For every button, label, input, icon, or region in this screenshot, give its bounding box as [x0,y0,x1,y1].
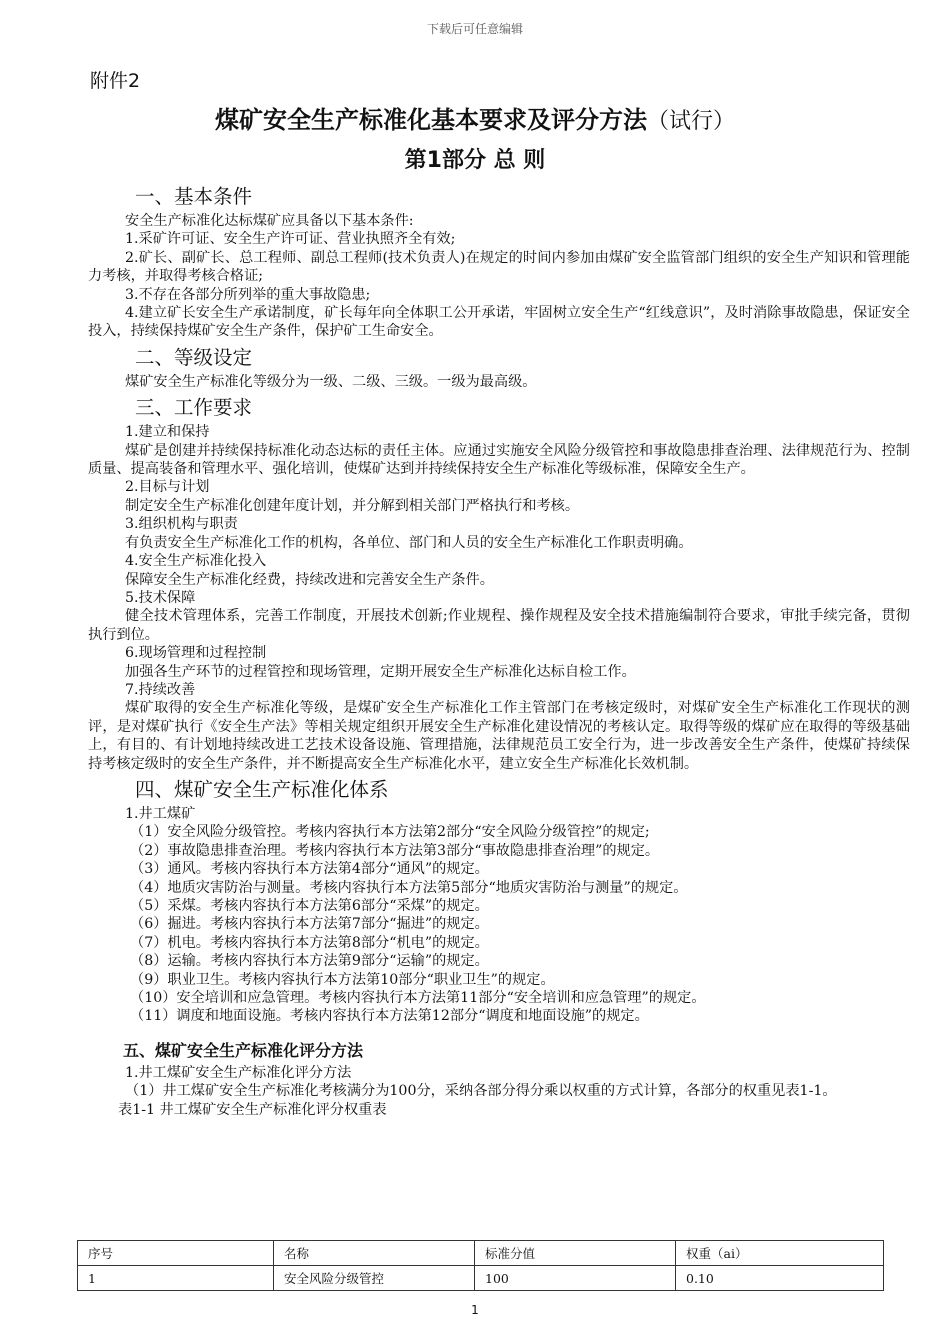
paragraph: （1）井工煤矿安全生产标准化考核满分为100分，采纳各部分得分乘以权重的方式计算，各部分的权重见表1-1。 [125,1083,837,1100]
item-label: 1.井工煤矿 [125,805,196,822]
section-heading: 五、煤矿安全生产标准化评分方法 [123,1040,364,1060]
item-label: 6.现场管理和过程控制 [125,645,267,662]
document-body [88,180,910,1119]
list-item: 2.矿长、副矿长、总工程师、副总工程师(技术负责人)在规定的时间内参加由煤矿安全监管部门组织的安全生产知识和管理能力考核，并取得考核合格证; [88,249,910,285]
item-label: 2.目标与计划 [125,479,210,496]
section-heading: 二、等级设定 [135,345,253,369]
section-heading: 三、工作要求 [135,396,253,420]
item-label: 7.持续改善 [125,681,196,698]
list-item: （2）事故隐患排查治理。考核内容执行本方法第3部分“事故隐患排查治理”的规定。 [130,842,660,859]
paragraph: 安全生产标准化达标煤矿应具备以下基本条件: [125,213,414,229]
column-header: 标准分值 [475,1241,676,1266]
weight-table [77,1240,884,1291]
item-label: 1.井工煤矿安全生产标准化评分方法 [125,1064,352,1081]
paragraph: 制定安全生产标准化创建年度计划，并分解到相关部门严格执行和考核。 [125,497,580,514]
title-main: 煤矿安全生产标准化基本要求及评分方法 [214,106,647,134]
paragraph: 加强各生产环节的过程管控和现场管理，定期开展安全生产标准化达标自检工作。 [125,663,636,680]
item-label: 3.组织机构与职责 [125,516,238,533]
paragraph: 煤矿是创建并持续保持标准化动态达标的责任主体。应通过实施安全风险分级管控和事故隐患排查治理、法律规范行为、控制质量、提高装备和管理水平、强化培训，使煤矿达到并持续保持安全生产标准化等级标准，保障安全生产。 [88,442,910,478]
column-header: 序号 [78,1241,274,1266]
table-caption: 表1-1 井工煤矿安全生产标准化评分权重表 [118,1101,387,1118]
paragraph: 煤矿安全生产标准化等级分为一级、二级、三级。一级为最高级。 [125,373,537,390]
table-cell: 100 [475,1266,676,1291]
attachment-label: 附件2 [90,70,141,92]
title-paren: （试行） [646,109,735,134]
list-item: （4）地质灾害防治与测量。考核内容执行本方法第5部分“地质灾害防治与测量”的规定。 [130,879,688,896]
item-label: 4.安全生产标准化投入 [125,553,267,570]
list-item: （5）采煤。考核内容执行本方法第6部分“采煤”的规定。 [130,898,489,914]
table-cell: 0.10 [676,1266,884,1291]
page-number: 1 [471,1303,479,1317]
list-item: （3）通风。考核内容执行本方法第4部分“通风”的规定。 [130,861,489,878]
list-item: （9）职业卫生。考核内容执行本方法第10部分“职业卫生”的规定。 [130,971,555,988]
column-header: 权重（ai） [676,1241,884,1266]
list-item: 1.采矿许可证、安全生产许可证、营业执照齐全有效; [125,231,456,248]
paragraph: 健全技术管理体系，完善工作制度，开展技术创新;作业规程、操作规程及安全技术措施编制符合要求，审批手续完备，贯彻执行到位。 [88,608,910,643]
list-item: （10）安全培训和应急管理。考核内容执行本方法第11部分“安全培训和应急管理”的规定。 [130,990,706,1007]
list-item: 3.不存在各部分所列举的重大事故隐患; [125,286,371,303]
paragraph: 有负责安全生产标准化工作的机构，各单位、部门和人员的安全生产标准化工作职责明确。 [125,534,693,551]
section-heading: 一、基本条件 [135,185,253,208]
table-cell: 安全风险分级管控 [274,1266,475,1291]
list-item: （8）运输。考核内容执行本方法第9部分“运输”的规定。 [130,953,489,970]
list-item: （1）安全风险分级管控。考核内容执行本方法第2部分“安全风险分级管控”的规定; [130,824,650,841]
document-title [0,100,950,135]
download-note: 下载后可任意编辑 [426,22,523,36]
table-row [78,1266,884,1291]
paragraph: 煤矿取得的安全生产标准化等级，是煤矿安全生产标准化工作主管部门在考核定级时，对煤矿安全生产标准化工作现状的测评，是对煤矿执行《安全生产法》等相关规定组织开展安全生产标准化建设情况的考核认定。取得等级的煤矿应在取得的等级基础上，有目的、有计划地持续改进工艺技术设备设施、管理措施，法律规范员工安全行为，进一步改善安全生产条件，使煤矿持续保持考核定级时的安全生产条件，并不断提高安全生产标准化水平，建立安全生产标准化长效机制。 [88,700,910,772]
part-subtitle: 第1部分 总 则 [404,148,546,173]
list-item: （7）机电。考核内容执行本方法第8部分“机电”的规定。 [130,934,489,951]
table-header-row [78,1241,884,1266]
list-item: 4.建立矿长安全生产承诺制度，矿长每年向全体职工公开承诺，牢固树立安全生产“红线意识”，及时消除事故隐患，保证安全投入，持续保持煤矿安全生产条件，保护矿工生命安全。 [88,305,910,340]
paragraph: 保障安全生产标准化经费，持续改进和完善安全生产条件。 [125,571,494,588]
table-cell: 1 [78,1266,274,1291]
column-header: 名称 [274,1241,475,1266]
item-label: 5.技术保障 [125,589,196,606]
section-heading: 四、煤矿安全生产标准化体系 [135,777,389,801]
list-item: （11）调度和地面设施。考核内容执行本方法第12部分“调度和地面设施”的规定。 [130,1008,649,1025]
item-label: 1.建立和保持 [125,424,210,441]
list-item: （6）掘进。考核内容执行本方法第7部分“掘进”的规定。 [130,916,489,933]
